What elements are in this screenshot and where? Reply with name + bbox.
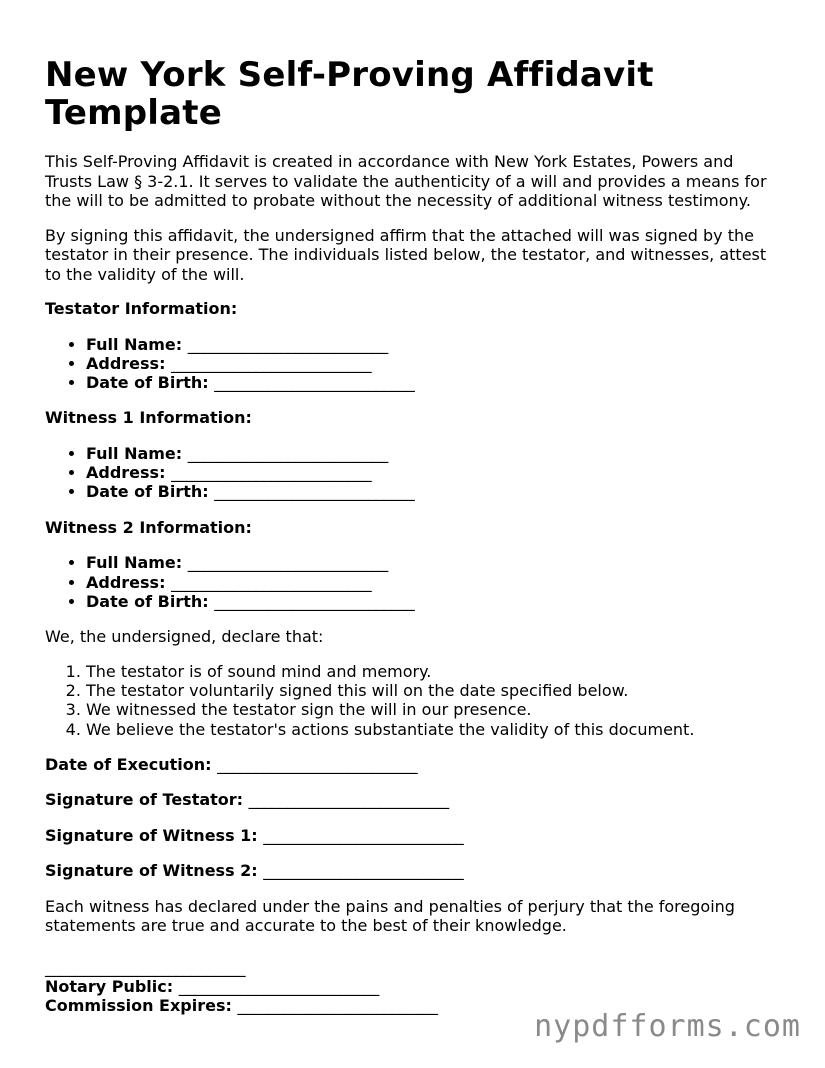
declaration-item: 3. We witnessed the testator sign the will in our presence.: [86, 700, 785, 719]
intro-paragraph: This Self-Proving Affidavit is created in accordance with New York Estates, Powers and Trusts Law § 3-2.1. It serves to validate the authenticity of a will and provides a means for the will to be admitted to probate without the necessity of additional witness testimony.: [45, 152, 767, 210]
field-row: [86, 354, 785, 373]
document-page: [45, 56, 785, 1016]
perjury-statement: Each witness has declared under the pains and penalties of perjury that the foregoing statements are true and accurate to the best of their knowledge.: [45, 896, 735, 936]
date-of-birth-blank[interactable]: __________________________: [214, 591, 415, 611]
field-row: [86, 573, 785, 592]
signature-label: Date of Execution:: [45, 754, 212, 774]
declaration-item: 2. The testator voluntarily signed this will on the date specified below.: [86, 681, 785, 700]
date-of-execution-blank[interactable]: __________________________: [217, 754, 418, 774]
full-name-blank[interactable]: __________________________: [187, 443, 388, 463]
field-label: Address:: [86, 353, 166, 373]
field-label: Full Name:: [86, 553, 183, 573]
field-label: Full Name:: [86, 334, 183, 354]
testator-signature-line: [45, 790, 785, 810]
signature-label: Signature of Testator:: [45, 790, 244, 810]
field-row: [86, 373, 785, 392]
testator-field-list: [45, 335, 785, 393]
commission-expires-blank[interactable]: __________________________: [237, 996, 438, 1016]
field-row: [86, 482, 785, 501]
address-blank[interactable]: __________________________: [171, 572, 372, 592]
date-of-execution-line: [45, 755, 785, 775]
field-label: Address:: [86, 463, 166, 483]
declaration-list: [45, 662, 785, 739]
witness-2-field-list: [45, 553, 785, 611]
notary-signature-blank[interactable]: __________________________: [45, 957, 246, 977]
address-blank[interactable]: __________________________: [171, 463, 372, 483]
field-label: Date of Birth:: [86, 482, 209, 502]
section-heading-witness-2: Witness 2 Information:: [45, 517, 252, 537]
date-of-birth-blank[interactable]: __________________________: [214, 373, 415, 393]
testator-signature-blank[interactable]: __________________________: [248, 790, 449, 810]
field-label: Date of Birth:: [86, 591, 209, 611]
field-label: Address:: [86, 572, 166, 592]
signature-label: Signature of Witness 2:: [45, 861, 258, 881]
section-heading-testator: Testator Information:: [45, 299, 238, 318]
witness-1-signature-blank[interactable]: __________________________: [263, 825, 464, 845]
field-row: [86, 463, 785, 482]
notary-public-label: Notary Public:: [45, 977, 174, 997]
declaration-item: 1. The testator is of sound mind and memory.: [86, 662, 785, 681]
address-blank[interactable]: __________________________: [171, 353, 372, 373]
notary-public-blank[interactable]: __________________________: [178, 977, 379, 997]
full-name-blank[interactable]: __________________________: [187, 553, 388, 573]
date-of-birth-blank[interactable]: __________________________: [214, 482, 415, 502]
page-title: New York Self-Proving Affidavit Template: [45, 55, 654, 133]
notary-public-line: [45, 977, 785, 996]
witness-1-signature-line: [45, 826, 785, 846]
declaration-intro: We, the undersigned, declare that:: [45, 627, 324, 647]
field-row: [86, 553, 785, 572]
field-row: [86, 592, 785, 611]
notary-block: [45, 958, 785, 1016]
intro-paragraph: By signing this affidavit, the undersigned affirm that the attached will was signed by the testator in their presence. The individuals listed below, the testator, and witnesses, attest to the validity of the will.: [45, 225, 767, 284]
signature-label: Signature of Witness 1:: [45, 825, 258, 845]
field-label: Date of Birth:: [86, 373, 209, 393]
field-row: [86, 444, 785, 463]
section-heading-witness-1: Witness 1 Information:: [45, 408, 252, 428]
witness-2-signature-line: [45, 861, 785, 881]
witness-1-field-list: [45, 444, 785, 502]
full-name-blank[interactable]: __________________________: [187, 334, 388, 354]
witness-2-signature-blank[interactable]: __________________________: [263, 861, 464, 881]
commission-expires-label: Commission Expires:: [45, 996, 232, 1016]
field-row: [86, 335, 785, 354]
field-label: Full Name:: [86, 443, 183, 463]
watermark: nypdfforms.com: [534, 1009, 801, 1044]
declaration-item: 4. We believe the testator's actions substantiate the validity of this document.: [86, 720, 785, 739]
